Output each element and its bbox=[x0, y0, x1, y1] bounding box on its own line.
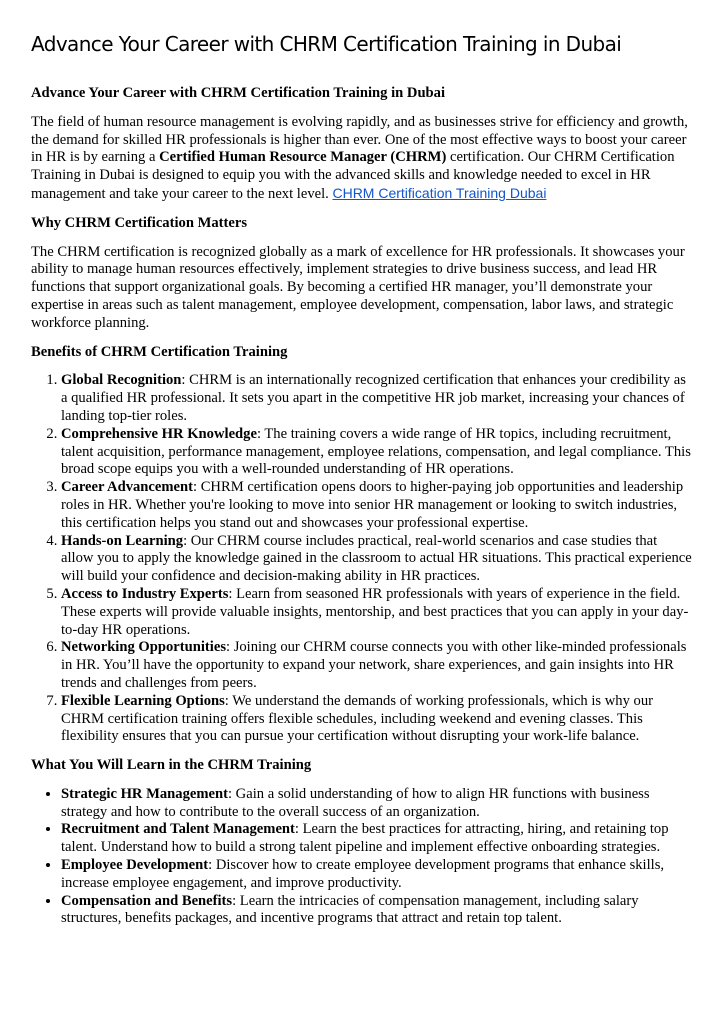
list-item bbox=[61, 533, 693, 586]
list-item bbox=[61, 639, 693, 692]
list-item-text: : Learn the best practices for attracting, hiring, and retaining top talent. Understand how to build a strong talent pipeline and implement effective onboarding strategies. bbox=[61, 821, 669, 856]
list-item bbox=[61, 786, 693, 822]
list-item bbox=[61, 586, 693, 639]
list-item bbox=[61, 426, 693, 479]
benefits-list bbox=[31, 372, 693, 746]
intro-text-before: The field of human resource management is evolving rapidly, and as businesses strive for efficiency and growth, the demand for skilled HR professionals is higher than ever. One of the most effective ways to boost your career in HR is by earning a bbox=[31, 113, 688, 166]
document-body bbox=[31, 85, 693, 939]
list-item-term: Compensation and Benefits bbox=[61, 892, 233, 909]
list-item-term: Employee Development bbox=[61, 857, 209, 874]
list-item-term: Access to Industry Experts bbox=[61, 585, 229, 602]
list-item-text: : The training covers a wide range of HR topics, including recruitment, talent acquisition, performance management, employee relations, compensation, and legal compliance. This broad scope equips you with a well-rounded understanding of HR operations. bbox=[61, 425, 691, 478]
list-item-term: Hands-on Learning bbox=[61, 532, 184, 549]
list-item-term: Comprehensive HR Knowledge bbox=[61, 425, 257, 442]
list-item-text: : CHRM is an internationally recognized certification that enhances your credibility as a qualified HR professional. It sets you apart in the competitive HR job market, increasing your chances of landing top-tier roles. bbox=[61, 372, 686, 424]
list-item-term: Networking Opportunities bbox=[61, 639, 226, 656]
list-item-text: : Discover how to create employee development programs that enhance skills, increase employee engagement, and improve productivity. bbox=[61, 857, 665, 891]
chrm-training-link[interactable]: CHRM Certification Training Dubai bbox=[332, 184, 547, 201]
list-item bbox=[61, 479, 693, 532]
list-item-term: Recruitment and Talent Management bbox=[61, 821, 295, 838]
intro-heading: Advance Your Career with CHRM Certification Training in Dubai bbox=[31, 85, 446, 101]
page-title: Advance Your Career with CHRM Certification Training in Dubai bbox=[31, 32, 622, 56]
list-item-term: Strategic HR Management bbox=[61, 785, 228, 802]
list-item bbox=[61, 857, 693, 893]
why-heading: Why CHRM Certification Matters bbox=[31, 214, 248, 231]
intro-bold: Certified Human Resource Manager (CHRM) bbox=[159, 149, 447, 166]
list-item-text: : Learn from seasoned HR professionals with years of experience in the field. These experts will provide valuable insights, mentorship, and best practices that you can apply in your day-to-day HR operations. bbox=[61, 585, 689, 638]
why-paragraph: The CHRM certification is recognized globally as a mark of excellence for HR professionals. It showcases your ability to manage human resources effectively, implement strategies to drive business success, and lead HR functions that support organizational goals. By becoming a certified HR manager, you’ll demonstrate your expertise in areas such as talent management, employee development, compensation, labor laws, and strategic workforce planning. bbox=[31, 243, 685, 331]
list-item-term: Flexible Learning Options bbox=[61, 692, 225, 709]
list-item-term: Career Advancement bbox=[61, 479, 193, 496]
list-item bbox=[61, 893, 693, 929]
list-item bbox=[61, 372, 693, 425]
intro-text-after: certification. Our CHRM Certification Training in Dubai is designed to equip you with the advanced skills and knowledge needed to excel in HR management and take your career to the next level. bbox=[31, 149, 675, 202]
list-item bbox=[61, 693, 693, 746]
list-item-text: : Our CHRM course includes practical, real-world scenarios and case studies that allow you to apply the knowledge gained in the classroom to actual HR situations. This practical experience will build your confidence and decision-making ability in HR practices. bbox=[61, 532, 692, 585]
list-item-text: : Gain a solid understanding of how to align HR functions with business strategy and how to contribute to the overall success of an organization. bbox=[61, 785, 650, 820]
list-item-text: : Joining our CHRM course connects you with other like-minded professionals in HR. You’ll have the opportunity to expand your network, share experiences, and gain insights into HR trends and challenges from peers. bbox=[61, 639, 687, 691]
list-item-term: Global Recognition bbox=[61, 372, 182, 389]
list-item bbox=[61, 821, 693, 857]
learn-list bbox=[31, 786, 693, 928]
benefits-heading: Benefits of CHRM Certification Training bbox=[31, 343, 288, 360]
list-item-text: : We understand the demands of working professionals, which is why our CHRM certification training offers flexible schedules, including weekend and evening classes. This flexibility ensures that you can pursue your certification without disrupting your work-life balance. bbox=[61, 692, 653, 745]
intro-paragraph bbox=[31, 114, 693, 204]
learn-heading: What You Will Learn in the CHRM Training bbox=[31, 757, 312, 774]
list-item-text: : Learn the intricacies of compensation management, including salary structures, benefits packages, and incentive programs that attract and retain top talent. bbox=[61, 892, 639, 927]
list-item-text: : CHRM certification opens doors to higher-paying job opportunities and leadership roles in HR. Whether you're looking to move into senior HR management or looking to switch industries, this certification helps you stand out and showcases your professional expertise. bbox=[61, 479, 684, 531]
